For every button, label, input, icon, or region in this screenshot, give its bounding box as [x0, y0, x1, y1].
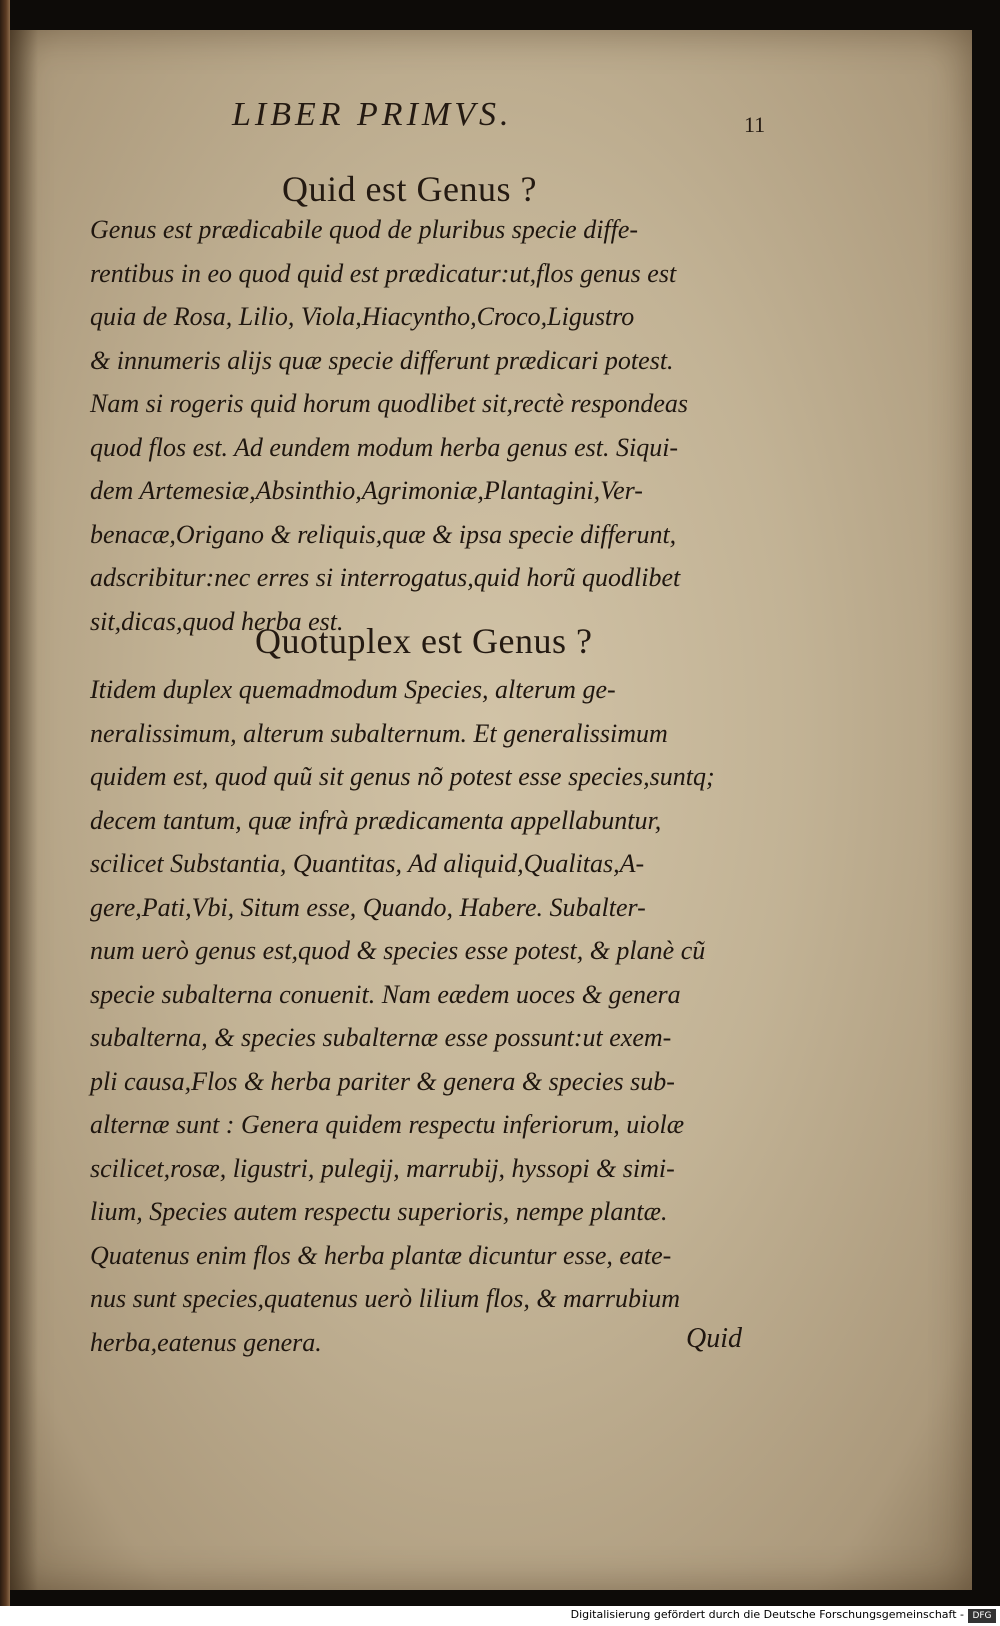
- section-heading-quotuplex: Quotuplex est Genus ?: [255, 621, 593, 661]
- digitization-footer: [0, 1606, 1000, 1626]
- text-line: subalterna, & species subalternæ esse possunt:ut exem-: [90, 1023, 672, 1052]
- catchword: Quid: [686, 1323, 742, 1354]
- paragraph-genus: [90, 208, 750, 643]
- text-line: nus sunt species,quatenus uerò lilium flos, & marrubium: [90, 1284, 681, 1313]
- text-line: scilicet,rosæ, ligustri, pulegij, marrubij, hyssopi & simi-: [90, 1153, 675, 1183]
- text-line: Nam si rogeris quid horum quodlibet sit,rectè respondeas: [90, 389, 688, 418]
- text-line: rentibus in eo quod quid est prædicatur:ut,flos genus est: [90, 258, 677, 288]
- text-line: pli causa,Flos & herba pariter & genera & species sub-: [90, 1066, 675, 1096]
- text-line: scilicet Substantia, Quantitas, Ad aliquid,Qualitas,A-: [90, 849, 645, 878]
- text-line: num uerò genus est,quod & species esse potest, & planè cũ: [90, 936, 706, 965]
- text-line: Genus est prædicabile quod de pluribus specie diffe-: [90, 215, 639, 244]
- page-number: 11: [744, 112, 766, 137]
- text-line: sit,dicas,quod herba est.: [90, 606, 344, 636]
- text-line: adscribitur:nec erres si interrogatus,quid horũ quodlibet: [90, 563, 681, 592]
- dfg-logo: DFG: [968, 1609, 996, 1623]
- text-line: quod flos est. Ad eundem modum herba genus est. Siqui-: [90, 432, 679, 462]
- text-line: benacæ,Origano & reliquis,quæ & ipsa specie differunt,: [90, 519, 677, 549]
- text-line: neralissimum, alterum subalternum. Et generalissimum: [90, 718, 668, 748]
- text-line: & innumeris alijs quæ specie differunt prædicari potest.: [90, 345, 674, 375]
- text-line: Itidem duplex quemadmodum Species, alterum ge-: [90, 675, 616, 704]
- text-line: quia de Rosa, Lilio, Viola,Hiacyntho,Croco,Ligustro: [90, 302, 635, 331]
- page-gutter-shadow: [10, 30, 38, 1590]
- text-line: lium, Species autem respectu superioris, nempe plantæ.: [90, 1197, 668, 1226]
- running-head: LIBER PRIMVS.: [232, 96, 513, 133]
- text-line: quidem est, quod quũ sit genus nõ potest esse species,suntq;: [90, 762, 715, 791]
- book-spine-edge: [0, 0, 10, 1626]
- text-line: decem tantum, quæ infrà prædicamenta appellabuntur,: [90, 805, 662, 835]
- text-line: herba,eatenus genera.: [90, 1327, 322, 1357]
- text-line: alternæ sunt : Genera quidem respectu inferiorum, uiolæ: [90, 1110, 685, 1139]
- section-heading-genus: Quid est Genus ?: [282, 169, 537, 209]
- paragraph-quotuplex: [90, 668, 750, 1364]
- text-line: dem Artemesiæ,Absinthio,Agrimoniæ,Plantagini,Ver-: [90, 476, 643, 505]
- text-line: gere,Pati,Vbi, Situm esse, Quando, Habere. Subalter-: [90, 892, 646, 922]
- text-line: specie subalterna conuenit. Nam eædem uoces & genera: [90, 979, 681, 1009]
- funding-credit: Digitalisierung gefördert durch die Deutsche Forschungsgemeinschaft -: [570, 1608, 964, 1621]
- text-line: Quatenus enim flos & herba plantæ dicuntur esse, eate-: [90, 1240, 672, 1270]
